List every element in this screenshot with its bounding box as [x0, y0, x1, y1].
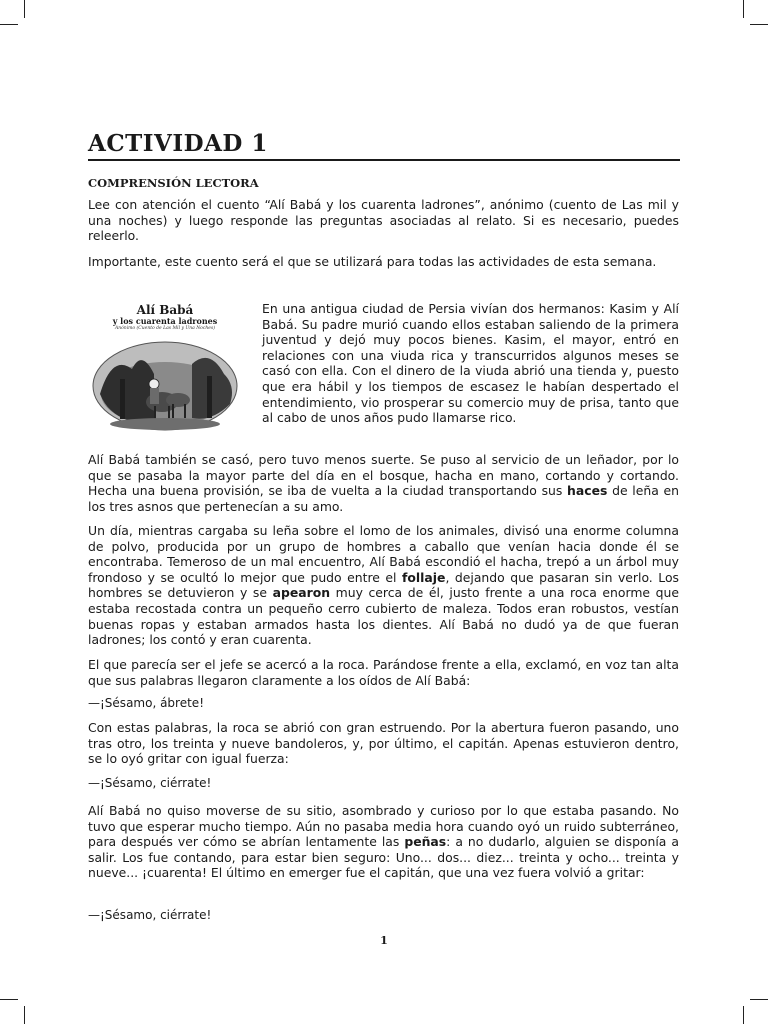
glossary-word-haces: haces — [567, 483, 608, 499]
dialog-line-3: —¡Sésamo, ciérrate! — [88, 908, 212, 922]
crop-mark-top-right-h — [750, 24, 768, 25]
glossary-word-penas: peñas — [404, 834, 447, 850]
story-paragraph-3: Un día, mientras cargaba su leña sobre el lomo de los animales, divisó una enorme columna de polvo, producida por un grupo de hombres a caballo que venían hacia donde él se encontraba. Temeroso de un mal encuentro, Alí Babá escondió el hacha, trepó a un árbol muy frondoso y se ocultó lo mejor que pudo entre el follaje, dejando que pasaran sin verlo. Los hombres se detuvieron y se apearon muy cerca de él, justo frente a una roca enorme que estaba recostada contra un pequeño cerro cubierto de maleza. Todos eran robustos, vestían buenas ropas y estaban armados hasta los dientes. Alí Babá no dudó ya de que fueran ladrones; los contó y eran cuarenta. — [88, 523, 679, 648]
crop-mark-top-right — [743, 0, 744, 18]
forest-illustration — [92, 334, 238, 432]
story-paragraph-5: Con estas palabras, la roca se abrió con gran estruendo. Por la abertura fueron pasando, uno tras otro, los treinta y nueve bandoleros, y, por último, el capitán. Apenas estuvieron dentro, se lo oyó gritar con igual fuerza: — [88, 720, 679, 767]
dialog-line-2: —¡Sésamo, ciérrate! — [88, 776, 212, 790]
story-paragraph-1: En una antigua ciudad de Persia vivían dos hermanos: Kasim y Alí Babá. Su padre murió cuando ellos estaban saliendo de la primera juventud y dejó muy pocos bienes. Kasim, el mayor, entró en relaciones con una viuda rica y transcurridos algunos meses se casó con ella. Con el dinero de la viuda abrió una tienda y, puesto que era hábil y los tiempos de escasez le habían despertado el entendimiento, vio prosperar su comercio muy de prisa, tanto que al cabo de unos años pudo llamarse rico. — [262, 301, 679, 426]
intro-paragraph: Lee con atención el cuento “Alí Babá y los cuarenta ladrones”, anónimo (cuento de Las mil y una noches) y luego responde las preguntas asociadas al relato. Si es necesario, puedes releerlo. — [88, 197, 679, 244]
crop-mark-top-left — [24, 0, 25, 18]
crop-mark-bottom-left — [24, 1006, 25, 1024]
book-cover-author: Anónimo (Cuento de Las Mil y Una Noches) — [114, 326, 216, 331]
note-paragraph: Importante, este cuento será el que se utilizará para todas las actividades de esta semana. — [88, 254, 657, 269]
crop-mark-top-left-h — [0, 24, 18, 25]
section-title: COMPRENSIÓN LECTORA — [88, 176, 259, 190]
crop-mark-bottom-right — [743, 1006, 744, 1024]
title-rule — [88, 159, 680, 161]
story-paragraph-2: Alí Babá también se casó, pero tuvo menos suerte. Se puso al servicio de un leñador, por lo que se pasaba la mayor parte del día en el bosque, hacha en mano, cortando y cortando. Hecha una buena provisión, se iba de vuelta a la ciudad transportando sus haces de leña en los tres asnos que pertenecían a su amo. — [88, 452, 679, 514]
book-cover-title: Alí Babá — [136, 303, 194, 317]
story-paragraph-6: Alí Babá no quiso moverse de su sitio, asombrado y curioso por lo que estaba pasando. No tuvo que esperar mucho tiempo. Aún no pasaba media hora cuando oyó un ruido subterráneo, para después ver cómo se abrían lentamente las peñas: a no dudarlo, alguien se disponía a salir. Los fue contando, para estar bien seguro: Uno... dos... diez... treinta y ocho... treinta y nueve... ¡cuarenta! El último en emerger fue el capitán, que una vez fuera volvió a gritar: — [88, 803, 679, 881]
story-paragraph-4: El que parecía ser el jefe se acercó a la roca. Parándose frente a ella, exclamó, en voz tan alta que sus palabras llegaron claramente a los oídos de Alí Babá: — [88, 657, 679, 688]
book-cover-subtitle: y los cuarenta ladrones — [112, 316, 218, 326]
dialog-line-1: —¡Sésamo, ábrete! — [88, 696, 204, 710]
crop-mark-bottom-right-h — [750, 999, 768, 1000]
book-cover-image — [92, 300, 238, 432]
crop-mark-bottom-left-h — [0, 999, 18, 1000]
glossary-word-follaje: follaje — [402, 569, 446, 585]
glossary-word-apearon: apearon — [272, 585, 331, 601]
activity-title: ACTIVIDAD 1 — [88, 130, 268, 157]
page-number: 1 — [380, 934, 388, 947]
